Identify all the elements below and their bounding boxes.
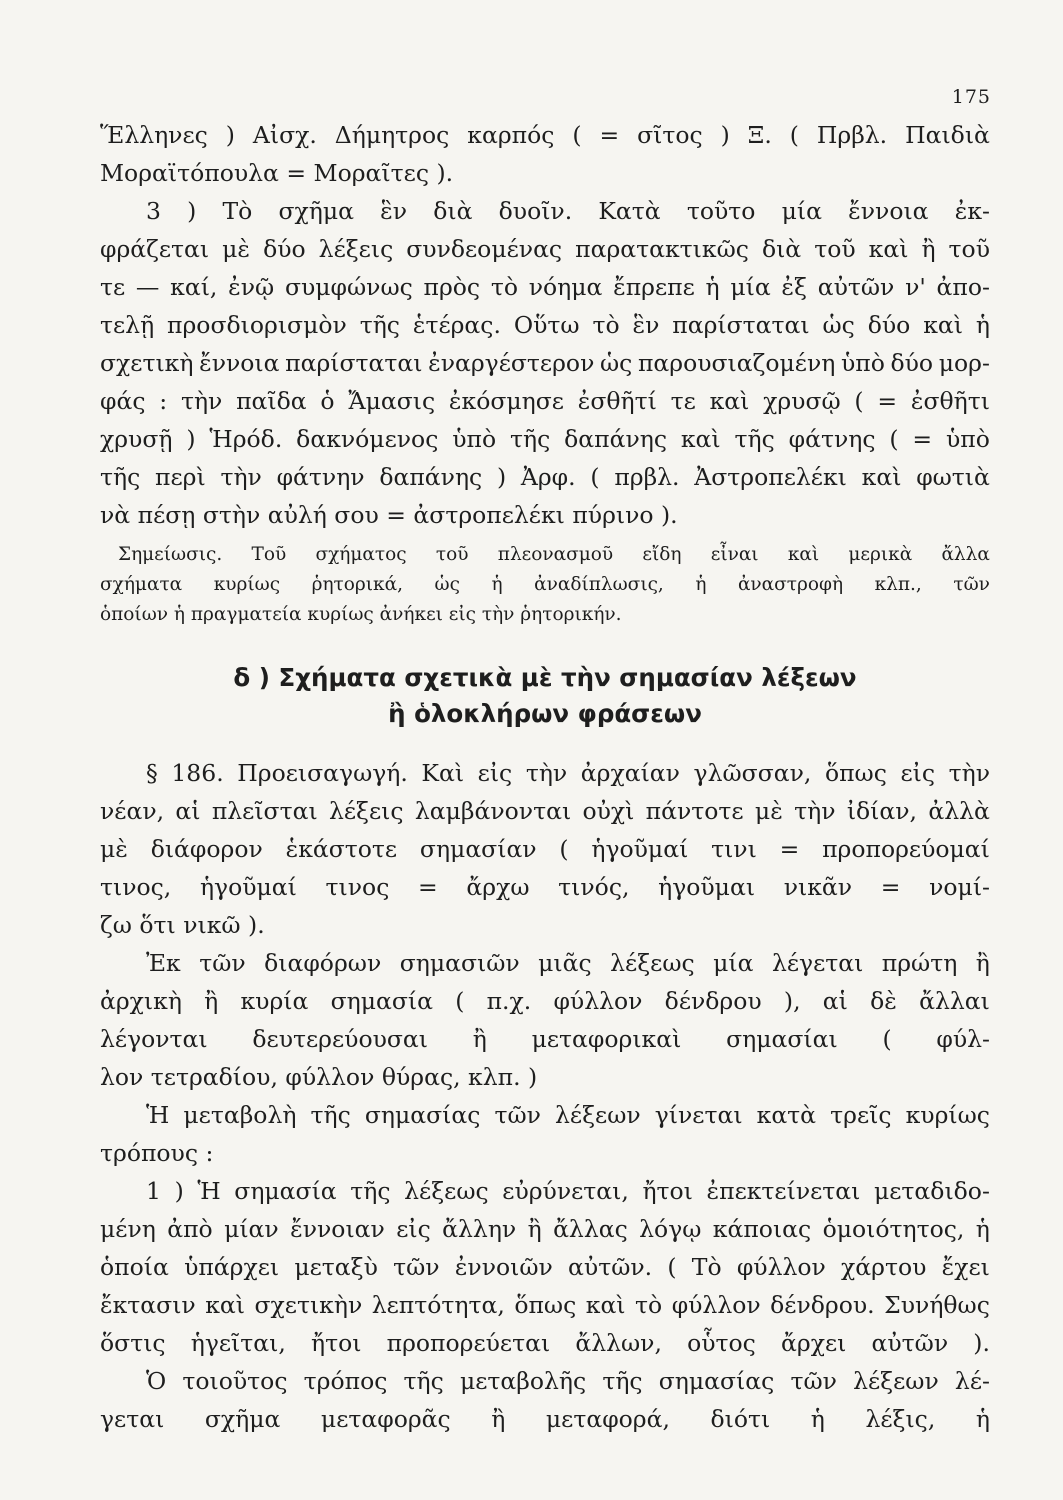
text-line: ἀρχικὴ ἢ κυρία σημασία ( π.χ. φύλλον δένδρου ), αἱ δὲ ἄλλαι xyxy=(100,987,990,1015)
text-line: φράζεται μὲ δύο λέξεις συνδεομένας παρατακτικῶς διὰ τοῦ καὶ ἢ τοῦ xyxy=(100,235,990,263)
text-line: φάς : τὴν παῖδα ὁ Ἄμασις ἐκόσμησε ἐσθῆτί τε καὶ χρυσῷ ( = ἐσθῆτι xyxy=(100,387,990,415)
page-number: 175 xyxy=(951,86,991,108)
text-line: μὲ διάφορον ἑκάστοτε σημασίαν ( ἡγοῦμαί τινι = προπορεύομαί xyxy=(100,835,990,863)
page-text xyxy=(100,116,990,1438)
text-line: σχετικὴ ἔννοια παρίσταται ἐναργέστερον ὡς παρουσιαζομένη ὑπὸ δύο μορ- xyxy=(100,349,990,377)
text-line: γεται σχῆμα μεταφορᾶς ἢ μεταφορά, διότι ἡ λέξις, ἡ xyxy=(100,1405,990,1433)
text-line: 1 ) Ἡ σημασία τῆς λέξεως εὐρύνεται, ἤτοι ἐπεκτείνεται μεταδιδο- xyxy=(146,1177,990,1205)
text-line: Ἐκ τῶν διαφόρων σημασιῶν μιᾶς λέξεως μία λέγεται πρώτη ἢ xyxy=(146,949,990,977)
section-heading: δ ) Σχήματα σχετικὰ μὲ τὴν σημασίαν λέξεων xyxy=(233,663,857,692)
text-line: τρόπους : xyxy=(100,1139,214,1167)
text-line: λον τετραδίου, φύλλον θύρας, κλπ. ) xyxy=(100,1063,538,1091)
text-line: Μοραϊτόπουλα = Μοραῖτες ). xyxy=(100,159,454,187)
text-line: τινος, ἡγοῦμαί τινος = ἄρχω τινός, ἡγοῦμαι νικᾶν = νομί- xyxy=(100,873,990,901)
note-line: Σημείωσις. Τοῦ σχήματος τοῦ πλεονασμοῦ εἴδη εἶναι καὶ μερικὰ ἄλλα xyxy=(118,544,990,565)
text-line: ἔκτασιν καὶ σχετικὴν λεπτότητα, ὅπως καὶ τὸ φύλλον δένδρου. Συνήθως xyxy=(100,1291,990,1319)
text-line: Ὁ τοιοῦτος τρόπος τῆς μεταβολῆς τῆς σημασίας τῶν λέξεων λέ- xyxy=(146,1367,990,1395)
note-line: σχήματα κυρίως ῥητορικά, ὡς ἡ ἀναδίπλωσις, ἡ ἀναστροφὴ κλπ., τῶν xyxy=(100,574,990,595)
text-line: 3 ) Τὸ σχῆμα ἓν διὰ δυοῖν. Κατὰ τοῦτο μία ἔννοια ἐκ- xyxy=(146,197,990,225)
section-heading-continued: ἢ ὁλοκλήρων φράσεων xyxy=(388,699,702,728)
text-line: λέγονται δευτερεύουσαι ἢ μεταφορικαὶ σημασίαι ( φύλ- xyxy=(100,1025,990,1053)
text-line: νὰ πέσῃ στὴν αὐλή σου = ἀστροπελέκι πύρινο ). xyxy=(100,501,678,529)
text-line: ζω ὅτι νικῶ ). xyxy=(100,911,265,939)
text-line: μένη ἀπὸ μίαν ἔννοιαν εἰς ἄλλην ἢ ἄλλας λόγῳ κάποιας ὁμοιότητος, ἡ xyxy=(100,1215,990,1243)
note-line: ὁποίων ἡ πραγματεία κυρίως ἀνήκει εἰς τὴν ῥητορικήν. xyxy=(100,604,622,625)
text-line: Ἕλληνες ) Αἰσχ. Δήμητρος καρπός ( = σῖτος ) Ξ. ( Πρβλ. Παιδιὰ xyxy=(100,121,990,149)
note-block xyxy=(100,540,990,630)
text-line: ὁποία ὑπάρχει μεταξὺ τῶν ἐννοιῶν αὐτῶν. ( Τὸ φύλλον χάρτου ἔχει xyxy=(100,1253,990,1281)
text-line: χρυσῇ ) Ἡρόδ. δακνόμενος ὑπὸ τῆς δαπάνης καὶ τῆς φάτνης ( = ὑπὸ xyxy=(100,425,990,453)
text-line: § 186. Προεισαγωγή. Καὶ εἰς τὴν ἀρχαίαν γλῶσσαν, ὅπως εἰς τὴν xyxy=(146,759,990,787)
text-line: ὅστις ἡγεῖται, ἤτοι προπορεύεται ἄλλων, οὗτος ἄρχει αὐτῶν ). xyxy=(100,1329,990,1357)
text-line: τῆς περὶ τὴν φάτνην δαπάνης ) Ἀρφ. ( πρβλ. Ἀστροπελέκι καὶ φωτιὰ xyxy=(100,463,990,491)
text-line: νέαν, αἱ πλεῖσται λέξεις λαμβάνονται οὐχὶ πάντοτε μὲ τὴν ἰδίαν, ἀλλὰ xyxy=(100,797,990,825)
text-line: τελῇ προσδιορισμὸν τῆς ἑτέρας. Οὕτω τὸ ἓν παρίσταται ὡς δύο καὶ ἡ xyxy=(100,311,990,339)
text-line: τε — καί, ἐνῷ συμφώνως πρὸς τὸ νόημα ἔπρεπε ἡ μία ἐξ αὐτῶν ν' ἀπο- xyxy=(100,273,990,301)
text-line: Ἡ μεταβολὴ τῆς σημασίας τῶν λέξεων γίνεται κατὰ τρεῖς κυρίως xyxy=(146,1101,990,1129)
